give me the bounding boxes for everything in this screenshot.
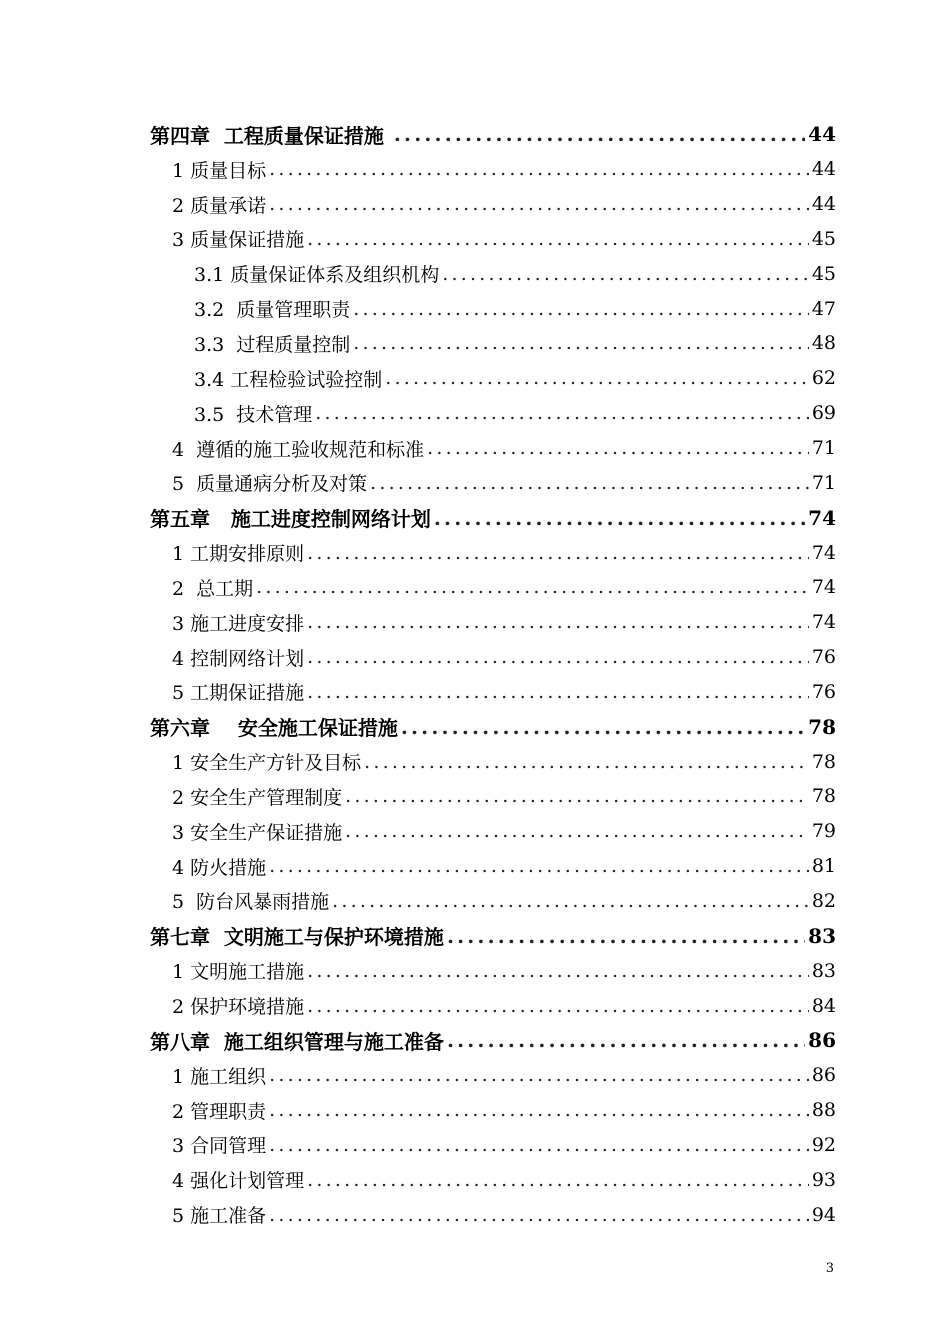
- toc-section-entry[interactable]: [0, 640, 950, 675]
- dot-leader: [269, 1204, 809, 1226]
- dot-leader: [307, 228, 809, 250]
- dot-leader: [442, 263, 809, 285]
- dot-leader: [345, 785, 809, 807]
- toc-entry-page: 74: [811, 541, 836, 564]
- toc-entry-page: 84: [811, 994, 836, 1017]
- toc-section-entry[interactable]: [0, 187, 950, 222]
- toc-entry-title: 5 施工准备: [172, 1205, 267, 1228]
- toc-section-entry[interactable]: [0, 1197, 950, 1232]
- toc-entry-title: 4 控制网络计划: [172, 647, 305, 670]
- toc-section-entry[interactable]: [0, 222, 950, 257]
- toc-entry-page: 81: [811, 855, 836, 878]
- toc-entry-title: 1 工期安排原则: [172, 543, 305, 566]
- toc-section-entry[interactable]: [0, 465, 950, 500]
- toc-entry-page: 44: [808, 122, 836, 147]
- toc-entry-title: 第八章 施工组织管理与施工准备: [150, 1029, 444, 1054]
- toc-entry-title: 第四章 工程质量保证措施: [150, 123, 391, 148]
- toc-entry-title: 3.1 质量保证体系及组织机构: [194, 264, 440, 287]
- toc-section-entry[interactable]: [0, 605, 950, 640]
- toc-entry-page: 44: [811, 193, 836, 216]
- toc-chapter-entry[interactable]: [0, 117, 950, 152]
- toc-section-entry[interactable]: [0, 152, 950, 187]
- dot-leader: [256, 576, 809, 598]
- table-of-contents: [0, 117, 950, 1232]
- toc-entry-title: 2 质量承诺: [172, 194, 267, 217]
- toc-section-entry[interactable]: [0, 988, 950, 1023]
- toc-subsection-entry[interactable]: [0, 396, 950, 431]
- dot-leader: [307, 646, 809, 668]
- toc-section-entry[interactable]: [0, 884, 950, 919]
- dot-leader: [269, 158, 809, 180]
- toc-section-entry[interactable]: [0, 1058, 950, 1093]
- toc-entry-page: 76: [811, 646, 836, 669]
- toc-section-entry[interactable]: [0, 744, 950, 779]
- toc-entry-page: 48: [811, 332, 836, 355]
- toc-entry-title: 2 总工期: [172, 577, 254, 600]
- toc-entry-title: 4 遵循的施工验收规范和标准: [172, 438, 425, 461]
- toc-section-entry[interactable]: [0, 849, 950, 884]
- toc-entry-page: 74: [811, 576, 836, 599]
- toc-entry-page: 44: [811, 158, 836, 181]
- toc-section-entry[interactable]: [0, 1162, 950, 1197]
- toc-subsection-entry[interactable]: [0, 361, 950, 396]
- toc-entry-page: 78: [808, 714, 836, 739]
- toc-section-entry[interactable]: [0, 675, 950, 710]
- toc-entry-title: 1 施工组织: [172, 1065, 267, 1088]
- toc-entry-page: 62: [811, 367, 836, 390]
- dot-leader: [385, 367, 809, 389]
- toc-entry-title: 1 安全生产方针及目标: [172, 752, 362, 775]
- toc-entry-page: 45: [811, 262, 836, 285]
- toc-section-entry[interactable]: [0, 570, 950, 605]
- toc-entry-page: 76: [811, 680, 836, 703]
- toc-entry-page: 83: [811, 959, 836, 982]
- dot-leader: [427, 437, 809, 459]
- toc-entry-page: 94: [811, 1203, 836, 1226]
- toc-entry-title: 5 防台风暴雨措施: [172, 891, 330, 914]
- toc-section-entry[interactable]: [0, 814, 950, 849]
- toc-entry-page: 78: [811, 750, 836, 773]
- toc-entry-page: 92: [811, 1133, 836, 1156]
- toc-entry-page: 71: [811, 437, 836, 460]
- toc-entry-title: 4 强化计划管理: [172, 1170, 305, 1193]
- dot-leader: [307, 1169, 809, 1191]
- dot-leader: [364, 751, 809, 773]
- toc-chapter-entry[interactable]: [0, 500, 950, 535]
- toc-chapter-entry[interactable]: [0, 1023, 950, 1058]
- toc-entry-page: 88: [811, 1099, 836, 1122]
- dot-leader: [401, 715, 805, 739]
- dot-leader: [269, 855, 809, 877]
- toc-entry-title: 1 文明施工措施: [172, 961, 305, 984]
- toc-entry-page: 83: [808, 923, 836, 948]
- dot-leader: [269, 1099, 809, 1121]
- toc-entry-title: 2 管理职责: [172, 1100, 267, 1123]
- toc-entry-title: 3.2 质量管理职责: [194, 299, 351, 322]
- dot-leader: [394, 122, 805, 146]
- dot-leader: [370, 472, 809, 494]
- toc-entry-page: 79: [811, 820, 836, 843]
- dot-leader: [307, 995, 809, 1017]
- toc-subsection-entry[interactable]: [0, 256, 950, 291]
- toc-entry-title: 5 质量通病分析及对策: [172, 473, 368, 496]
- toc-entry-title: 3.3 过程质量控制: [194, 333, 351, 356]
- toc-entry-title: 第七章 文明施工与保护环境措施: [150, 925, 444, 950]
- toc-entry-title: 3.5 技术管理: [194, 403, 313, 426]
- toc-entry-title: 3 质量保证措施: [172, 229, 305, 252]
- toc-entry-page: 86: [808, 1028, 836, 1053]
- toc-entry-page: 78: [811, 785, 836, 808]
- dot-leader: [447, 1028, 805, 1052]
- toc-entry-title: 4 防火措施: [172, 856, 267, 879]
- toc-subsection-entry[interactable]: [0, 291, 950, 326]
- dot-leader: [307, 611, 809, 633]
- toc-entry-title: 第六章 安全施工保证措施: [150, 716, 398, 741]
- toc-entry-title: 3.4 工程检验试验控制: [194, 368, 383, 391]
- dot-leader: [307, 542, 809, 564]
- toc-entry-title: 3 安全生产保证措施: [172, 821, 343, 844]
- toc-section-entry[interactable]: [0, 779, 950, 814]
- toc-entry-page: 82: [811, 889, 836, 912]
- toc-entry-page: 93: [811, 1168, 836, 1191]
- dot-leader: [434, 506, 805, 530]
- dot-leader: [332, 890, 809, 912]
- toc-section-entry[interactable]: [0, 1093, 950, 1128]
- page-number: 3: [825, 1261, 834, 1276]
- dot-leader: [269, 193, 809, 215]
- toc-entry-title: 第五章 施工进度控制网络计划: [150, 507, 431, 532]
- toc-entry-page: 74: [811, 611, 836, 634]
- dot-leader: [307, 960, 809, 982]
- toc-entry-page: 74: [808, 505, 836, 530]
- dot-leader: [353, 332, 809, 354]
- dot-leader: [315, 402, 809, 424]
- toc-entry-page: 86: [811, 1064, 836, 1087]
- toc-section-entry[interactable]: [0, 1127, 950, 1162]
- dot-leader: [447, 924, 805, 948]
- toc-entry-title: 3 合同管理: [172, 1135, 267, 1158]
- toc-chapter-entry[interactable]: [0, 918, 950, 953]
- toc-entry-page: 71: [811, 471, 836, 494]
- toc-entry-page: 69: [811, 402, 836, 425]
- toc-entry-title: 3 施工进度安排: [172, 612, 305, 635]
- toc-entry-title: 2 保护环境措施: [172, 996, 305, 1019]
- toc-entry-title: 2 安全生产管理制度: [172, 786, 343, 809]
- toc-entry-page: 47: [811, 297, 836, 320]
- toc-entry-title: 5 工期保证措施: [172, 682, 305, 705]
- toc-section-entry[interactable]: [0, 431, 950, 466]
- dot-leader: [269, 1064, 809, 1086]
- dot-leader: [269, 1134, 809, 1156]
- toc-chapter-entry[interactable]: [0, 709, 950, 744]
- dot-leader: [307, 681, 809, 703]
- dot-leader: [353, 298, 809, 320]
- toc-entry-title: 1 质量目标: [172, 159, 267, 182]
- toc-section-entry[interactable]: [0, 535, 950, 570]
- toc-entry-page: 45: [811, 227, 836, 250]
- toc-section-entry[interactable]: [0, 953, 950, 988]
- toc-subsection-entry[interactable]: [0, 326, 950, 361]
- dot-leader: [345, 820, 809, 842]
